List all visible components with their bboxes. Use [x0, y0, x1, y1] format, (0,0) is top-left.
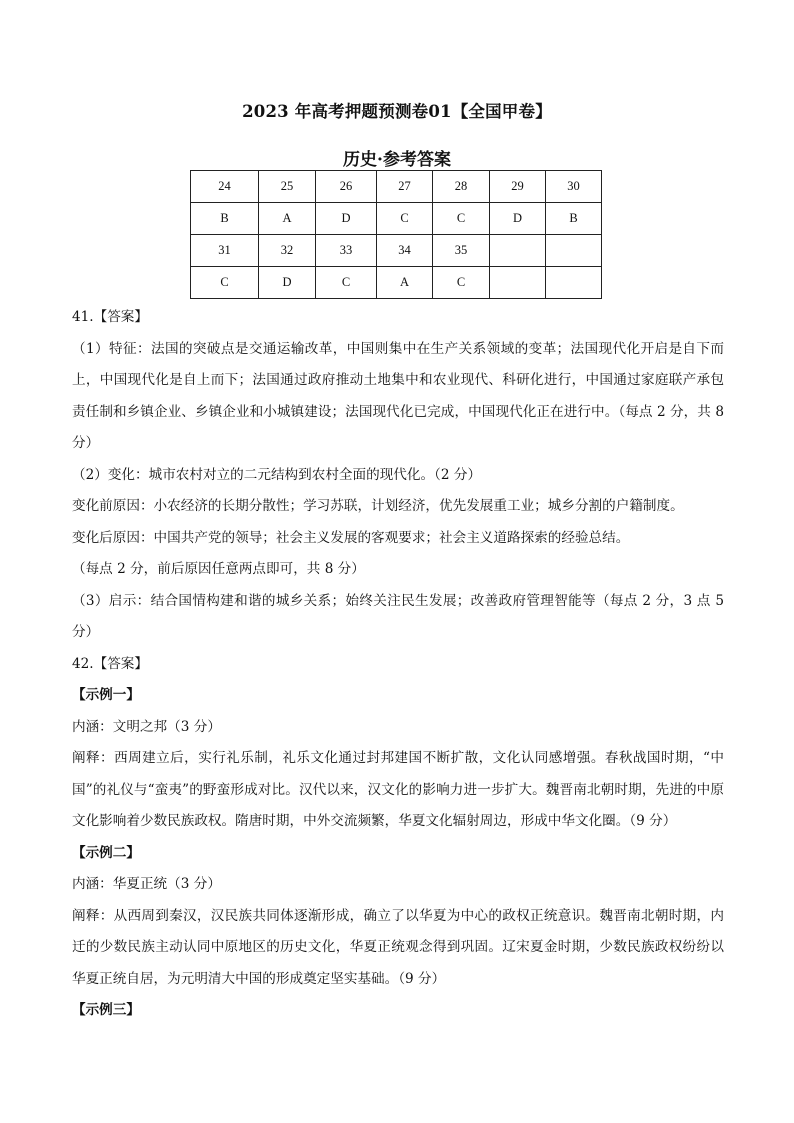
example-1-title: 【示例一】 — [72, 687, 140, 703]
table-cell: C — [191, 267, 259, 299]
answer-table — [190, 170, 602, 299]
table-cell: B — [191, 203, 259, 235]
table-cell: D — [316, 203, 377, 235]
table-cell: A — [259, 203, 316, 235]
table-cell: 24 — [191, 171, 259, 203]
table-cell: 28 — [433, 171, 490, 203]
example-1-content: 内涵：文明之邦（3 分） — [72, 718, 221, 735]
example-3-title: 【示例三】 — [72, 1002, 140, 1018]
document-subtitle: 历史·参考答案 — [343, 150, 451, 170]
q41-part3: （3）启示：结合国情构建和谐的城乡关系；始终关注民生发展；改善政府管理智能等（每点 2 分，3 点 5 分） — [72, 592, 724, 640]
example-2-title: 【示例二】 — [72, 844, 140, 861]
table-cell: 25 — [259, 171, 316, 203]
table-cell: 33 — [316, 235, 377, 267]
table-cell: 32 — [259, 235, 316, 267]
table-row — [191, 171, 602, 203]
table-cell: C — [316, 267, 377, 299]
q41-score-note: （每点 2 分，前后原因任意两点即可，共 8 分） — [72, 561, 365, 577]
table-cell: 35 — [433, 235, 490, 267]
document-title: 2023 年高考押题预测卷01【全国甲卷】 — [242, 102, 552, 121]
example-1-explanation: 阐释：西周建立后，实行礼乐制，礼乐文化通过封邦建国不断扩散，文化认同感增强。春秋战国时期，“中国”的礼仪与“蛮夷”的野蛮形成对比。汉代以来，汉文化的影响力进一步扩大。魏晋南北朝时期，先进的中原文化影响着少数民族政权。隋唐时期，中外交流频繁，华夏文化辐射周边，形成中华文化圈。（9 分） — [72, 750, 724, 829]
table-cell: C — [433, 203, 490, 235]
table-cell: A — [377, 267, 433, 299]
table-cell: 31 — [191, 235, 259, 267]
table-row — [191, 267, 602, 299]
table-cell: 30 — [546, 171, 602, 203]
table-cell: B — [546, 203, 602, 235]
example-2-content: 内涵：华夏正统（3 分） — [72, 876, 221, 892]
answer-content — [72, 302, 724, 1027]
table-cell: 29 — [490, 171, 546, 203]
table-cell — [490, 267, 546, 299]
q41-part2: （2）变化：城市农村对立的二元结构到农村全面的现代化。（2 分） — [72, 466, 482, 483]
table-cell: D — [259, 267, 316, 299]
q41-cause-before: 变化前原因：小农经济的长期分散性；学习苏联，计划经济，优先发展重工业；城乡分割的户籍制度。 — [72, 498, 684, 514]
table-cell: 34 — [377, 235, 433, 267]
table-cell: C — [377, 203, 433, 235]
table-cell: 27 — [377, 171, 433, 203]
table-row — [191, 235, 602, 267]
table-cell — [546, 267, 602, 299]
table-cell: D — [490, 203, 546, 235]
example-2-explanation: 阐释：从西周到秦汉，汉民族共同体逐渐形成，确立了以华夏为中心的政权正统意识。魏晋南北朝时期，内迁的少数民族主动认同中原地区的历史文化，华夏正统观念得到巩固。辽宋夏金时期，少数民族政权纷纷以华夏正统自居，为元明清大中国的形成奠定坚实基础。（9 分） — [72, 907, 724, 987]
table-row — [191, 203, 602, 235]
q41-heading: 41.【答案】 — [72, 309, 148, 325]
table-cell — [546, 235, 602, 267]
table-cell: 26 — [316, 171, 377, 203]
table-cell: C — [433, 267, 490, 299]
q41-part1: （1）特征：法国的突破点是交通运输改革，中国则集中在生产关系领域的变革；法国现代化开启是自下而上，中国现代化是自上而下；法国通过政府推动土地集中和农业现代、科研化进行，中国通过家庭联产承包责任制和乡镇企业、乡镇企业和小城镇建设；法国现代化已完成，中国现代化正在进行中。（每点 2 分，共 8 分） — [72, 340, 724, 451]
table-cell — [490, 235, 546, 267]
q41-cause-after: 变化后原因：中国共产党的领导；社会主义发展的客观要求；社会主义道路探索的经验总结。 — [72, 529, 630, 546]
q42-heading: 42.【答案】 — [72, 655, 148, 672]
